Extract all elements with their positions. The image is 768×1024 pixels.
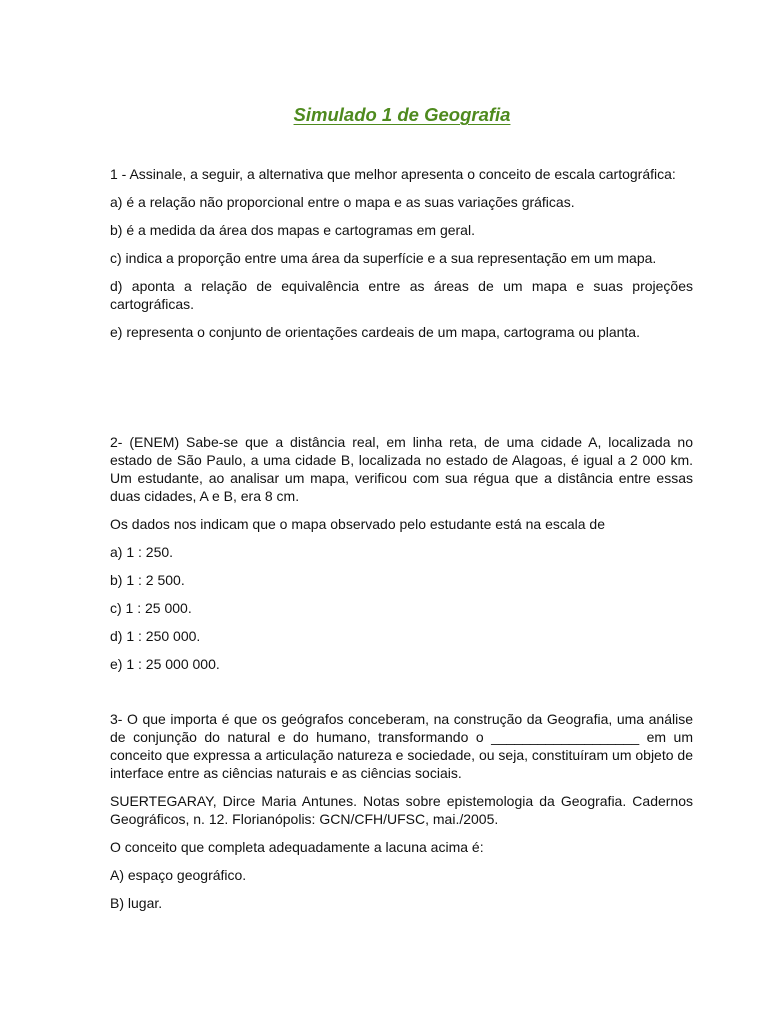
question-2 — [110, 433, 693, 673]
question-2-option-d: d) 1 : 250 000. — [110, 628, 201, 644]
question-3-citation: SUERTEGARAY, Dirce Maria Antunes. Notas sobre epistemologia da Geografia. Cadernos Geográficos, n. 12. Florianópolis: GCN/CFH/UFSC, mai./2005. — [110, 793, 693, 827]
question-1-option-e: e) representa o conjunto de orientações cardeais de um mapa, cartograma ou planta. — [110, 324, 640, 340]
question-1-option-d: d) aponta a relação de equivalência entre as áreas de um mapa e suas projeções cartográficas. — [110, 278, 693, 312]
question-2-option-b: b) 1 : 2 500. — [110, 572, 185, 588]
question-1-stem: 1 - Assinale, a seguir, a alternativa que melhor apresenta o conceito de escala cartográfica: — [110, 166, 676, 182]
question-3-prompt: O conceito que completa adequadamente a lacuna acima é: — [110, 839, 484, 855]
page-title: Simulado 1 de Geografia — [293, 104, 511, 125]
question-2-option-e: e) 1 : 25 000 000. — [110, 656, 220, 672]
question-1-option-b: b) é a medida da área dos mapas e cartogramas em geral. — [110, 222, 475, 238]
question-2-prompt: Os dados nos indicam que o mapa observado pelo estudante está na escala de — [110, 516, 605, 532]
question-1-option-a: a) é a relação não proporcional entre o mapa e as suas variações gráficas. — [110, 194, 575, 210]
question-3-option-a: A) espaço geográfico. — [110, 867, 247, 883]
question-3 — [110, 710, 693, 912]
question-1-option-c: c) indica a proporção entre uma área da superfície e a sua representação em um mapa. — [110, 250, 657, 266]
question-3-option-b: B) lugar. — [110, 895, 163, 911]
question-2-option-c: c) 1 : 25 000. — [110, 600, 192, 616]
question-2-stem: 2- (ENEM) Sabe-se que a distância real, em linha reta, de uma cidade A, localizada no estado de São Paulo, a uma cidade B, localizada no estado de Alagoas, é igual a 2 000 km. Um estudante, ao analisar um mapa, verificou com sua régua que a distância entre essas duas cidades, A e B, era 8 cm. — [110, 434, 693, 504]
question-1 — [110, 165, 693, 341]
question-2-option-a: a) 1 : 250. — [110, 544, 174, 560]
question-3-stem: 3- O que importa é que os geógrafos conceberam, na construção da Geografia, uma análise de conjunção do natural e do humano, transformando o ___________________ em um conceito que expressa a articulação natureza e sociedade, ou seja, constituíram um objeto de interface entre as ciências naturais e as ciências sociais. — [110, 711, 693, 781]
